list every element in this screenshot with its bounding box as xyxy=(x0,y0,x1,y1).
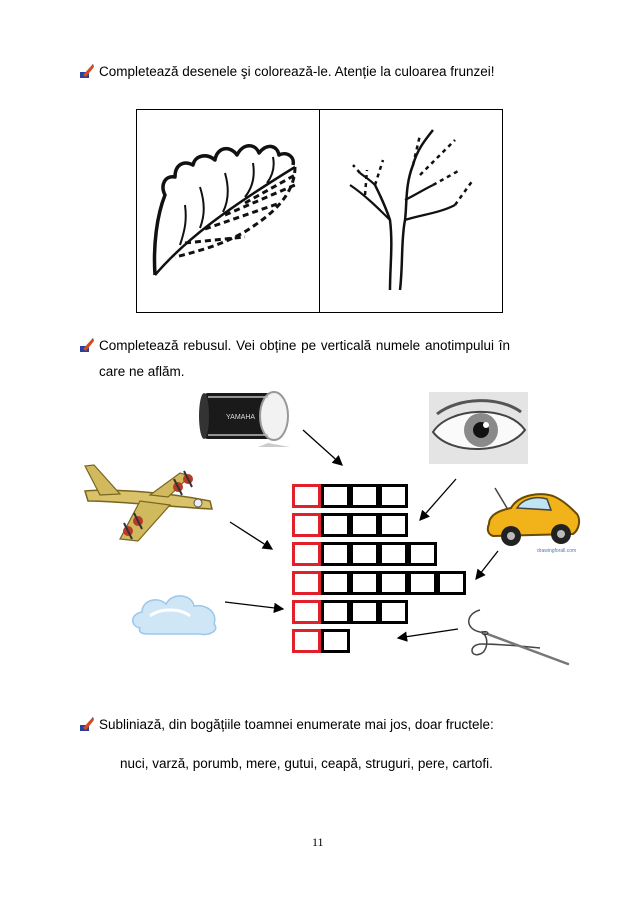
crossword-cell[interactable] xyxy=(350,571,379,595)
crossword-cell-key[interactable] xyxy=(292,484,321,508)
arrow-eye xyxy=(420,479,456,520)
crossword-cell[interactable] xyxy=(379,484,408,508)
crossword-cell[interactable] xyxy=(379,600,408,624)
crossword-cell-key[interactable] xyxy=(292,600,321,624)
crossword-cell-key[interactable] xyxy=(292,571,321,595)
crossword-cell[interactable] xyxy=(350,513,379,537)
crossword-cell[interactable] xyxy=(379,571,408,595)
crossword-cell[interactable] xyxy=(321,542,350,566)
crossword-cell[interactable] xyxy=(350,542,379,566)
crossword-cell-key[interactable] xyxy=(292,513,321,537)
arrow-airplane xyxy=(230,522,272,549)
crossword-cell[interactable] xyxy=(321,571,350,595)
pencil-bullet-icon xyxy=(80,717,94,731)
crossword-cell-key[interactable] xyxy=(292,629,321,653)
crossword-cell[interactable] xyxy=(321,484,350,508)
arrow-needle xyxy=(398,629,458,638)
arrow-cloud xyxy=(225,602,283,609)
crossword-cell[interactable] xyxy=(350,600,379,624)
arrow-car xyxy=(476,551,498,579)
crossword-cell[interactable] xyxy=(321,513,350,537)
exercise2-instruction-line2: care ne aflăm. xyxy=(99,364,185,379)
page-number: 11 xyxy=(312,835,324,849)
exercise3-word-list: nuci, varză, porumb, mere, gutui, ceapă, struguri, pere, cartofi. xyxy=(120,756,493,771)
crossword-cell[interactable] xyxy=(408,571,437,595)
crossword-cell-key[interactable] xyxy=(292,542,321,566)
crossword-cell[interactable] xyxy=(408,542,437,566)
crossword-cell[interactable] xyxy=(350,484,379,508)
drum-brand-text: YAMAHA xyxy=(226,414,256,421)
crossword-cell[interactable] xyxy=(321,629,350,653)
exercise1-instruction: Completează desenele şi colorează-le. Atenție la culoarea frunzei! xyxy=(99,64,495,79)
arrow-drum xyxy=(303,430,342,465)
car-watermark-text: drawingforall.com xyxy=(537,548,577,554)
crossword-cell[interactable] xyxy=(379,513,408,537)
crossword-cell[interactable] xyxy=(379,542,408,566)
crossword-cell[interactable] xyxy=(437,571,466,595)
crossword-cell[interactable] xyxy=(321,600,350,624)
exercise3-instruction: Subliniază, din bogățiile toamnei enumerate mai jos, doar fructele: xyxy=(99,717,494,732)
exercise2-instruction-line1: Completează rebusul. Vei obține pe verticală numele anotimpului în xyxy=(99,338,510,353)
